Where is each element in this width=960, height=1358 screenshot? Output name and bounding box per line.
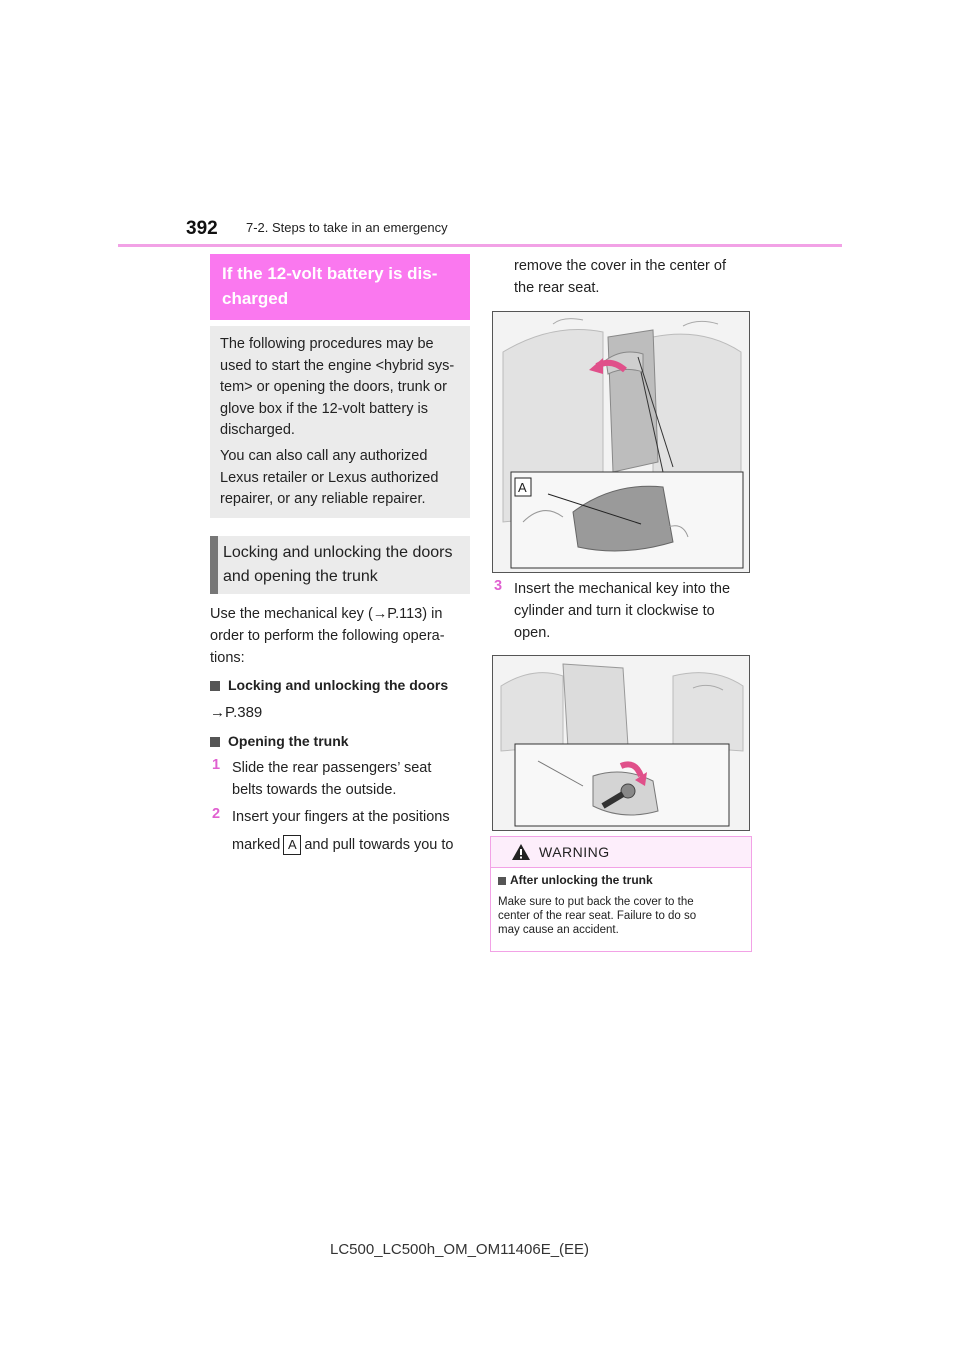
warning-line: may cause an accident. [498, 924, 619, 936]
step-text: and pull towards you to [304, 837, 454, 853]
square-bullet-icon [210, 737, 220, 747]
doors-intro [210, 603, 472, 669]
step-number: 1 [212, 757, 221, 773]
doors-intro-line: order to perform the following opera- [210, 628, 445, 644]
warning-line: Make sure to put back the cover to the [498, 896, 694, 908]
step-line: Slide the rear passengers’ seat [232, 760, 432, 776]
document-code: LC500_LC500h_OM_OM11406E_(EE) [330, 1241, 590, 1258]
square-bullet-icon [210, 681, 220, 691]
subheading-lock-unlock [210, 677, 448, 693]
battery-intro-line: tem> or opening the doors, trunk or [220, 379, 447, 395]
header-rule [118, 244, 842, 247]
step-line: cylinder and turn it clockwise to [514, 603, 715, 619]
step-1-text [232, 757, 472, 801]
page-number: 392 [186, 218, 218, 239]
warning-subtitle [498, 873, 653, 887]
battery-intro-line: glove box if the 12-volt battery is [220, 400, 428, 417]
step-number: 2 [212, 806, 221, 822]
rear-seat-cover-illustration [492, 311, 750, 573]
key-cylinder-illustration [492, 655, 750, 831]
marker-a: A [283, 835, 301, 855]
doors-heading-line2: and opening the trunk [223, 568, 378, 585]
battery-intro-line: discharged. [220, 422, 295, 438]
subheading-text: Opening the trunk [228, 733, 349, 749]
step-line: belts towards the outside. [232, 782, 397, 798]
battery-intro-line: The following procedures may be [220, 336, 434, 352]
warning-header [491, 837, 751, 868]
step-text: marked [232, 837, 281, 853]
battery-heading [210, 254, 470, 320]
subheading-open-trunk [210, 733, 349, 749]
square-bullet-icon [498, 877, 506, 885]
step-line: the rear seat. [514, 280, 600, 296]
warning-triangle-icon [511, 843, 531, 861]
warning-line: center of the rear seat. Failure to do so [498, 910, 697, 922]
step-line: Insert the mechanical key into the [514, 581, 731, 597]
battery-contact-line: repairer, or any reliable repairer. [220, 491, 426, 507]
step-line: open. [514, 625, 551, 641]
key-cylinder-drawing [493, 656, 749, 830]
rear-seat-cover-drawing [493, 312, 749, 572]
warning-subtitle-text: After unlocking the trunk [510, 873, 653, 887]
subheading-text: Locking and unlocking the doors [228, 677, 449, 693]
page-reference-link[interactable]: →P.389 [210, 704, 263, 721]
step-number: 3 [494, 578, 503, 594]
warning-body [498, 895, 744, 937]
marker-a-label: A [518, 480, 527, 495]
step-line: Insert your fingers at the positions [232, 809, 450, 825]
step-2-continuation [514, 255, 754, 299]
battery-contact-line: You can also call any authorized [220, 448, 428, 464]
heading-accent-bar [210, 536, 218, 594]
doors-heading-line1: Locking and unlocking the doors [223, 544, 453, 561]
battery-contact-line: Lexus retailer or Lexus authorized [220, 469, 439, 486]
battery-intro-line: used to start the engine <hybrid sys- [220, 357, 455, 374]
step-line [232, 834, 472, 856]
battery-intro-box [210, 326, 470, 518]
step-line: remove the cover in the center of [514, 258, 726, 274]
battery-contact-paragraph [220, 446, 464, 511]
doors-intro-line: tions: [210, 650, 245, 666]
doors-heading [210, 536, 470, 594]
doors-intro-line: Use the mechanical key (→P.113) in [210, 606, 443, 622]
step-2-text [232, 806, 472, 856]
battery-heading-line2: charged [222, 289, 289, 308]
section-title: 7-2. Steps to take in an emergency [246, 220, 448, 235]
step-3-text [514, 578, 754, 644]
battery-intro-paragraph [220, 334, 464, 442]
battery-heading-line1: If the 12-volt battery is dis- [222, 264, 438, 283]
warning-title: WARNING [539, 844, 610, 860]
warning-box [490, 836, 752, 952]
